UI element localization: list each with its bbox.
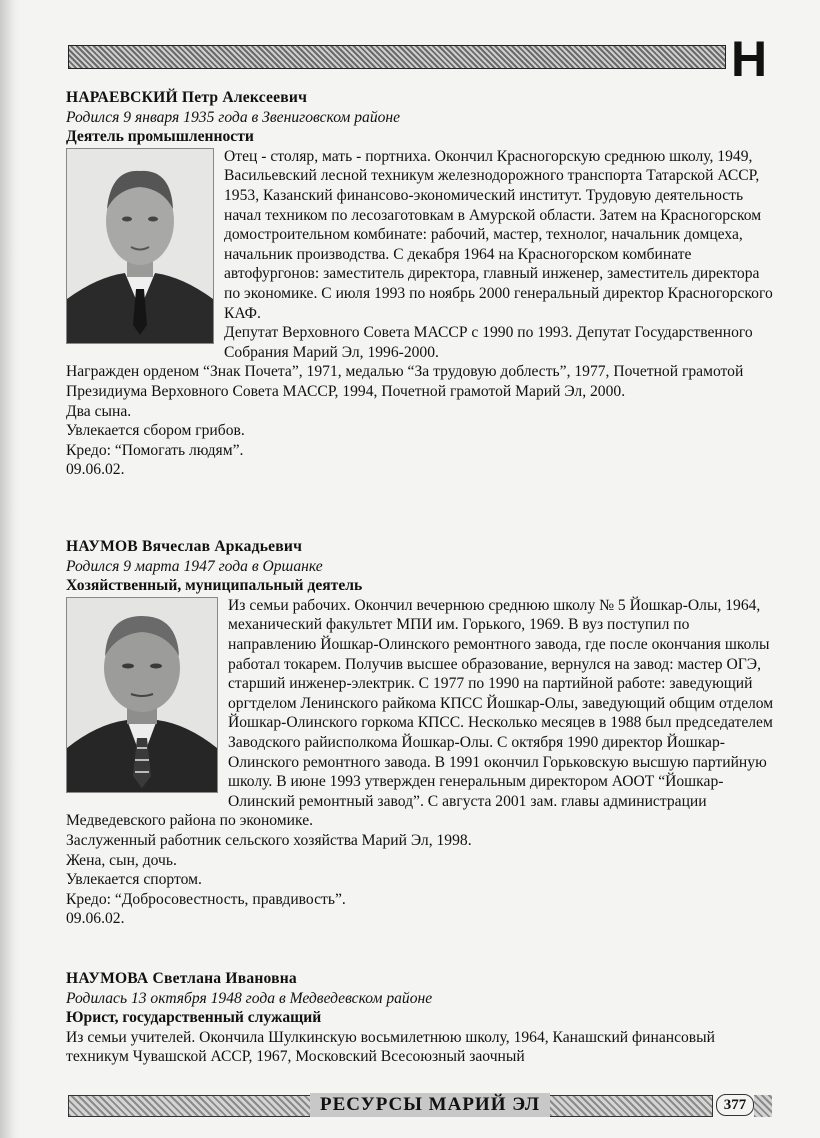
footer-title: РЕСУРСЫ МАРИЙ ЭЛ <box>310 1093 550 1117</box>
page-number: 377 <box>716 1094 754 1116</box>
entry-paragraph: Кредо: “Помогать людям”. <box>66 441 244 459</box>
footer-bar-end <box>754 1095 772 1117</box>
page-spine-shadow <box>0 0 20 1138</box>
entry-paragraph: Депутат Верховного Совета МАССР с 1990 по 1993. Депутат Государственного Собрания Марий Эл, 1996-2000. <box>224 324 753 361</box>
person-name: НАУМОВ Вячеслав Аркадьевич <box>66 538 303 555</box>
biography-entry <box>66 969 776 1067</box>
person-role: Деятель промышленности <box>66 128 254 146</box>
portrait-photo <box>66 148 214 344</box>
person-name: НАРАЕВСКИЙ Петр Алексеевич <box>66 89 308 106</box>
person-name: НАУМОВА Светлана Ивановна <box>66 970 297 987</box>
biography-entry <box>66 88 776 480</box>
birth-info: Родился 9 марта 1947 года в Оршанке <box>66 557 323 575</box>
entry-paragraph: Увлекается сбором грибов. <box>66 422 245 440</box>
portrait-photo <box>66 597 218 793</box>
entry-paragraph: Отец - столяр, мать - портниха. Окончил Красногорскую среднюю школу, 1949, Васильевский лесной техникум железнодорожного транспорта Татарской АССР, 1953, Казанский финансово-экономический институт. Трудовую деятельность начал техником по лесозаготовкам в Амурской области. Затем на Красногорском домостроительном комбинате: рабочий, мастер, технолог, начальник домцеха, начальник производства. С декабря 1964 на Красногорском комбинате автофургонов: заместитель директора, главный инженер, заместитель директора по экономике. С июля 1993 по ноябрь 2000 генеральный директор Красногорского КАФ. <box>224 147 773 322</box>
entry-paragraph: Два сына. <box>66 402 132 420</box>
entry-paragraph: Из семьи рабочих. Окончил вечернюю среднюю школу № 5 Йошкар-Олы, 1964, механический факультет МПИ им. Горького, 1969. В вуз поступил по направлению Йошкар-Олинского ремонтного завода, где после окончания школы работал токарем. Получив высшее образование, вернулся на завод: мастер ОГЭ, старший инженер-электрик. С 1977 по 1990 на партийной работе: заведующий оргтделом Ленинского райкома КПСС Йошкар-Олы, заведующий общим отделом Йошкар-Олинского горкома КПСС. Несколько месяцев в 1988 был председателем Заводского райисполкома Йошкар-Олы. С октября 1990 директор Йошкар-Олинского ремонтного завода. В 1991 окончил Горьковскую высшую партийную школу. В июне 1993 утвержден генеральным директором АООТ “Йошкар-Олинский ремонтный завод”. С августа 2001 зам. главы администрации Медведевского района по экономике. <box>66 596 774 830</box>
person-role: Хозяйственный, муниципальный деятель <box>66 577 363 595</box>
entry-paragraph: Увлекается спортом. <box>66 871 202 889</box>
entry-paragraph: Жена, сын, дочь. <box>66 851 177 869</box>
header-decorative-bar <box>68 45 726 69</box>
entry-paragraph: Из семьи учителей. Окончила Шулкинскую восьмилетнюю школу, 1964, Канашский финансовый техникум Чувашской АССР, 1967, Московский Всесоюзный заочный <box>66 1028 715 1066</box>
birth-info: Родился 9 января 1935 года в Звениговском районе <box>66 108 401 126</box>
section-letter: Н <box>731 31 768 87</box>
birth-info: Родилась 13 октября 1948 года в Медведевском районе <box>66 989 433 1007</box>
person-role: Юрист, государственный служащий <box>66 1009 322 1027</box>
biography-entry <box>66 537 776 929</box>
entry-paragraph: Кредо: “Добросовестность, правдивость”. <box>66 890 346 908</box>
entry-paragraph: 09.06.02. <box>66 461 125 479</box>
entry-paragraph: 09.06.02. <box>66 910 125 928</box>
entry-paragraph: Награжден орденом “Знак Почета”, 1971, медалью “За трудовую доблесть”, 1977, Почетной грамотой Президиума Верховного Совета МАССР, 1994, Почетной грамотой Марий Эл, 2000. <box>66 363 744 400</box>
entry-paragraph: Заслуженный работник сельского хозяйства Марий Эл, 1998. <box>66 831 472 849</box>
